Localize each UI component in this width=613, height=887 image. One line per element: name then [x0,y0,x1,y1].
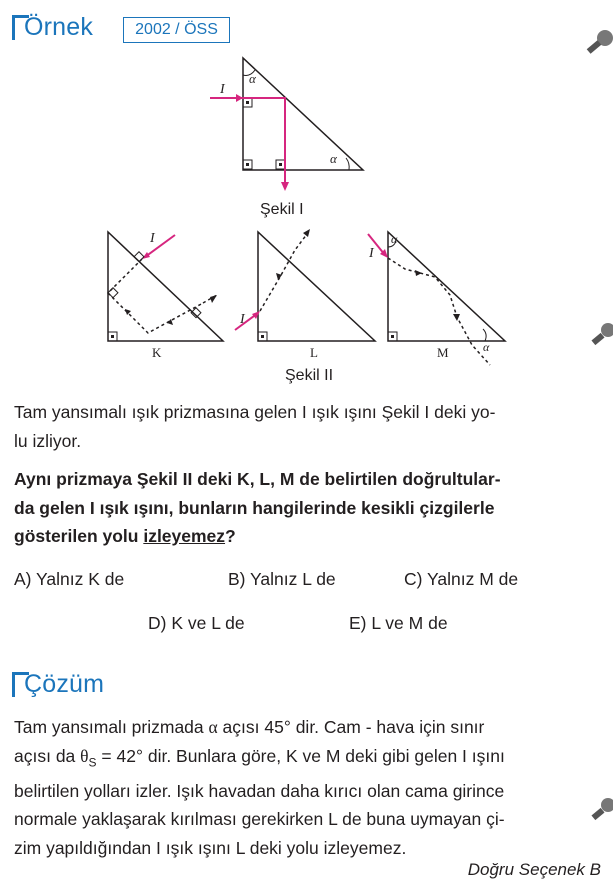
choice-a[interactable]: A) Yalnız K de [14,569,125,589]
question-text [14,465,606,551]
figure-1-caption: Şekil I [260,201,304,218]
solution-line-2 [14,742,606,777]
question-line-1: Aynı prizmaya Şekil II deki K, L, M de belirtilen doğrultular- [14,469,501,489]
question-underlined-word: izleyemez [143,526,226,546]
question-line-3 [14,522,606,551]
prism-k [108,232,223,341]
choice-c[interactable]: C) Yalnız M de [404,569,519,589]
solution-line-1-a: Tam yansımalı prizmada [14,717,209,737]
prism-l [258,232,375,341]
label-k: K [152,345,162,360]
angle-label-top: α [249,71,256,86]
figure-2-caption: Şekil II [285,367,334,384]
path-k [108,259,203,333]
label-l: L [310,345,318,360]
solution-line-1 [14,713,606,742]
magnifier-icon [585,28,613,56]
intro-line-2: lu izliyor. [14,430,82,451]
exam-badge: 2002 / ÖSS [123,17,230,43]
question-line-3-prefix: gösterilen yolu [14,526,144,546]
choice-b[interactable]: B) Yalnız L de [228,569,336,589]
angle-label-m-bottom: α [483,340,490,354]
intro-line-1: Tam yansımalı ışık prizmasına gelen I ışık ışını Şekil I deki yo- [14,402,496,422]
example-heading: Örnek [24,13,94,41]
theta-subscript: S [88,755,97,769]
solution-line-1-b: açısı 45° dir. Cam - hava için sınır [217,717,485,737]
figure-1-diagram [200,55,370,200]
solution-line-5: zim yapıldığından I ışık ışını L deki yolu izleyemez. [14,837,407,858]
path-l [260,230,310,311]
solution-heading: Çözüm [24,670,105,698]
choice-d[interactable]: D) K ve L de [148,613,245,633]
solution-line-2-b: = 42° dir. Bunlara göre, K ve M deki gibi gelen I ışını [96,745,505,766]
solution-line-3: belirtilen yolları izler. Işık havadan daha kırıcı olan cama girince [14,780,505,801]
correct-answer: Doğru Seçenek B [467,860,601,879]
light-ray [210,98,285,185]
intro-text [14,398,606,455]
question-line-3-suffix: ? [225,526,236,546]
prism-m [388,232,505,341]
ray-label-m: I [369,246,374,261]
angle-label-m-top: α [391,232,398,246]
ray-label: I [220,82,225,97]
label-m: M [437,345,449,360]
ray-label-l: I [240,312,245,327]
figure-2-diagram [100,225,510,370]
magnifier-icon [590,320,613,348]
angle-label-bottom: α [330,151,337,166]
ray-label-k: I [150,231,155,246]
solution-line-2-a: açısı da [14,745,81,766]
choice-e[interactable]: E) L ve M de [349,613,448,633]
question-line-2: da gelen I ışık ışını, bunların hangilerinde kesikli çizgilerle [14,497,495,518]
solution-line-4: normale yaklaşarak kırılması gerekirken L de buna uymayan çi- [14,809,505,829]
theta-symbol: θ [80,745,89,766]
solution-text [14,713,606,862]
alpha-symbol: α [208,717,218,737]
prism-triangle [243,58,363,170]
